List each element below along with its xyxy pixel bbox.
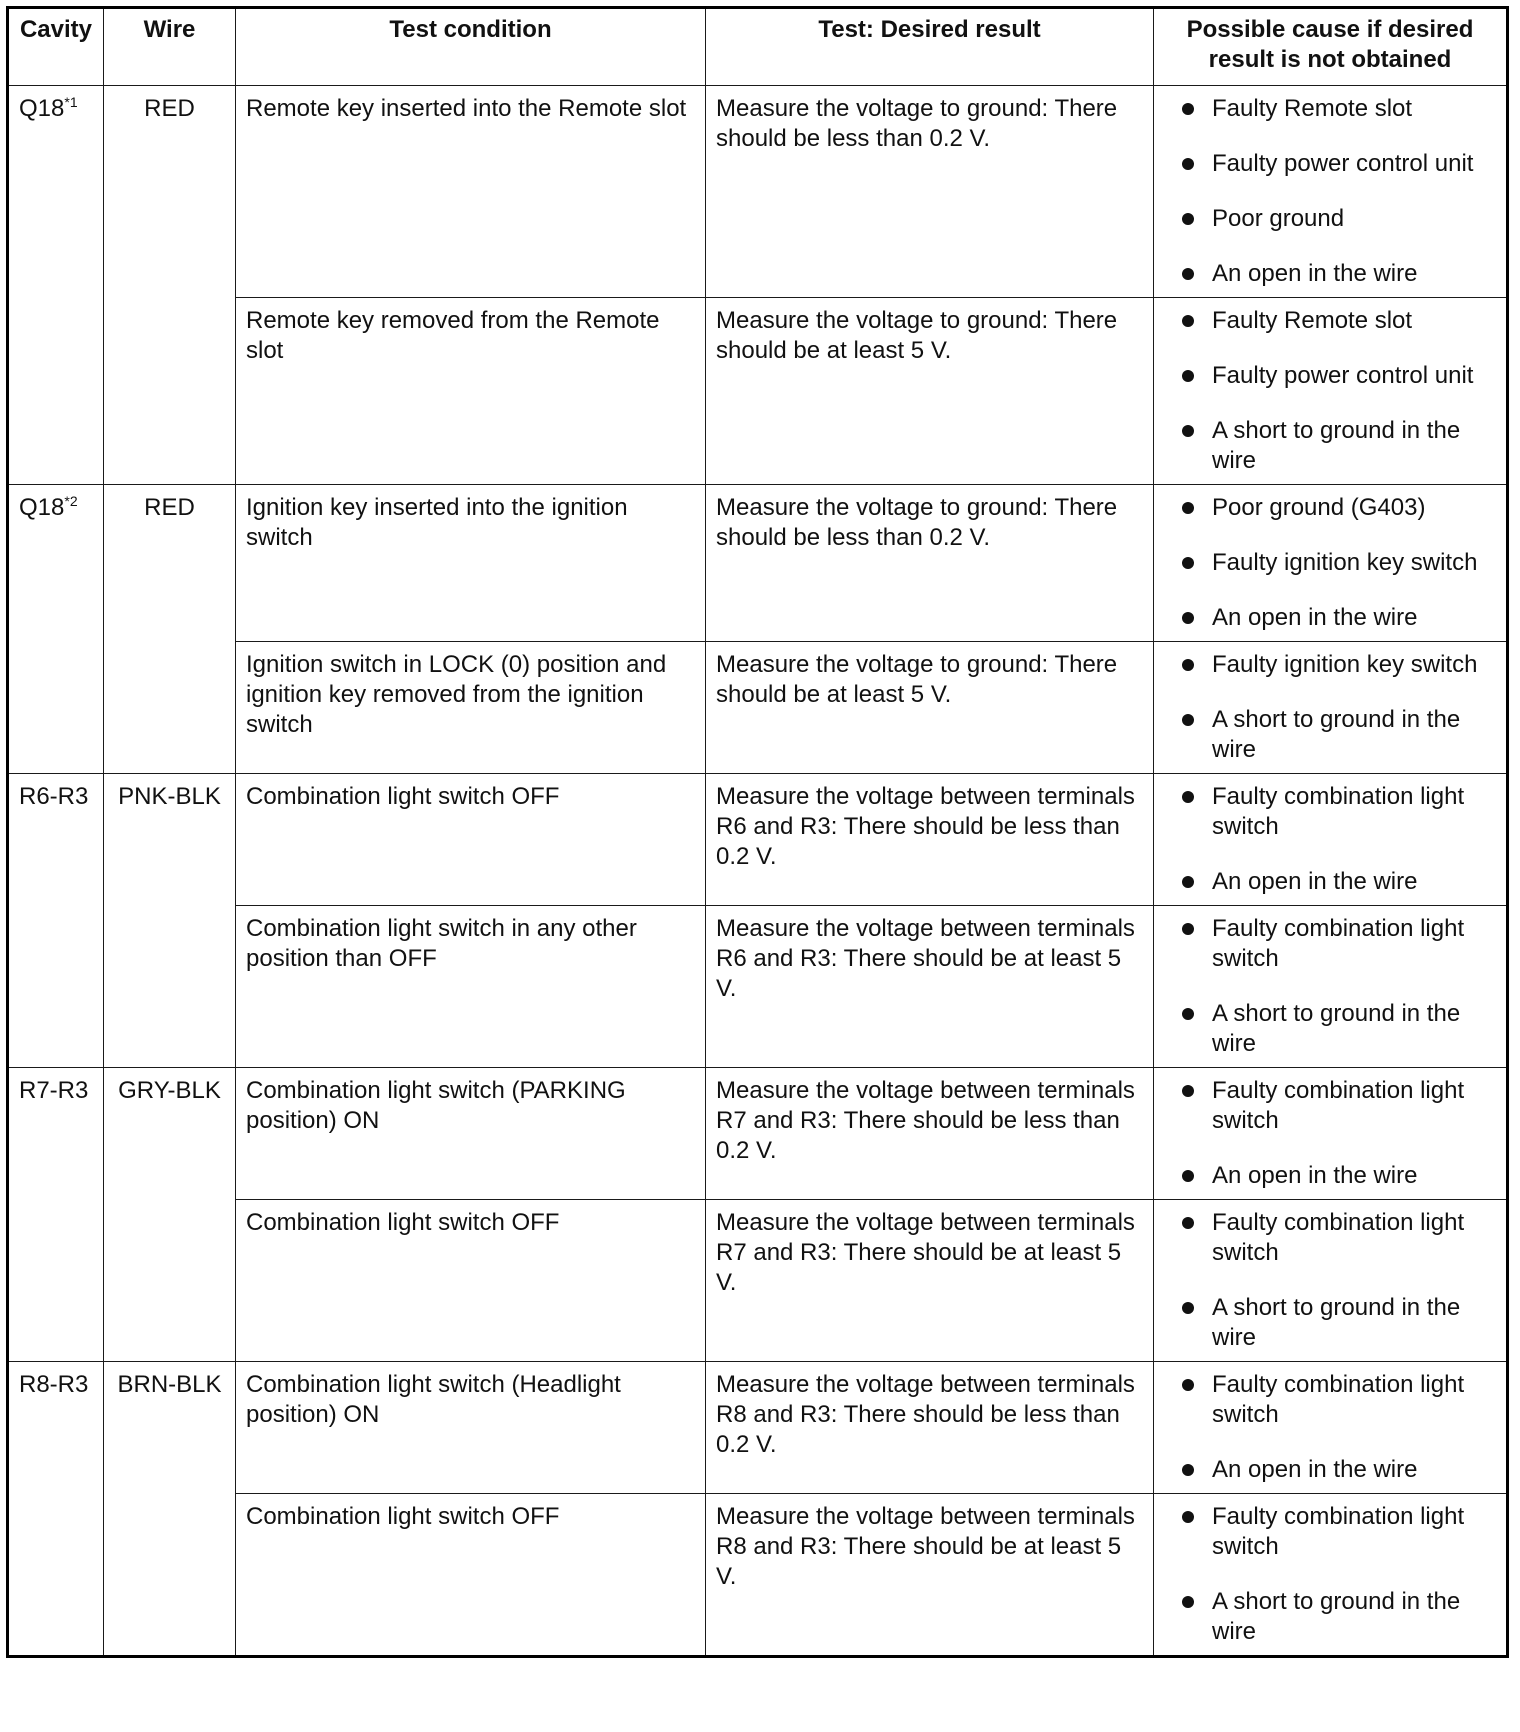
cause-item <box>1172 1370 1502 1430</box>
possible-cause-cell <box>1154 642 1508 774</box>
cause-list <box>1172 1076 1502 1191</box>
bullet-icon <box>1182 1085 1194 1097</box>
cause-item <box>1172 1502 1502 1562</box>
cause-item <box>1172 204 1502 234</box>
possible-cause-cell <box>1154 298 1508 485</box>
cavity-label: R6-R3 <box>19 783 89 810</box>
table-row <box>8 1068 1508 1200</box>
possible-cause-cell <box>1154 774 1508 906</box>
cause-list <box>1172 782 1502 897</box>
test-condition-cell: Combination light switch OFF <box>236 1494 706 1657</box>
desired-result-cell: Measure the voltage to ground: There should be less than 0.2 V. <box>706 86 1154 298</box>
wire-color-cell: BRN-BLK <box>104 1362 236 1657</box>
cavity-label: Q18 <box>19 494 65 521</box>
header-cavity: Cavity <box>8 8 104 86</box>
table-row <box>8 774 1508 906</box>
wire-color-cell: RED <box>104 86 236 485</box>
header-wire: Wire <box>104 8 236 86</box>
header-desired-result: Test: Desired result <box>706 8 1154 86</box>
cause-text: A short to ground in the wire <box>1212 1588 1461 1645</box>
cause-text: Faulty combination light switch <box>1212 1209 1465 1266</box>
test-condition-cell: Remote key inserted into the Remote slot <box>236 86 706 298</box>
cause-item <box>1172 1161 1502 1191</box>
cause-item <box>1172 650 1502 680</box>
desired-result-cell: Measure the voltage between terminals R8 and R3: There should be less than 0.2 V. <box>706 1362 1154 1494</box>
desired-result-cell: Measure the voltage to ground: There should be less than 0.2 V. <box>706 485 1154 642</box>
cavity-label: Q18 <box>19 95 65 122</box>
test-condition-cell: Combination light switch (Headlight position) ON <box>236 1362 706 1494</box>
cause-text: An open in the wire <box>1212 1162 1418 1189</box>
header-test-condition: Test condition <box>236 8 706 86</box>
test-table <box>6 6 1509 1658</box>
cavity-cell <box>8 86 104 485</box>
bullet-icon <box>1182 923 1194 935</box>
cavity-footnote-mark: *1 <box>64 94 78 110</box>
bullet-icon <box>1182 659 1194 671</box>
test-condition-cell: Combination light switch in any other position than OFF <box>236 906 706 1068</box>
bullet-icon <box>1182 791 1194 803</box>
cause-item <box>1172 705 1502 765</box>
cause-text: Faulty combination light switch <box>1212 915 1465 972</box>
bullet-icon <box>1182 1217 1194 1229</box>
header-row <box>8 8 1508 86</box>
table-row <box>8 86 1508 298</box>
desired-result-cell: Measure the voltage between terminals R7 and R3: There should be at least 5 V. <box>706 1200 1154 1362</box>
bullet-icon <box>1182 1596 1194 1608</box>
possible-cause-cell <box>1154 1200 1508 1362</box>
cause-text: Faulty Remote slot <box>1212 307 1413 334</box>
bullet-icon <box>1182 876 1194 888</box>
cause-text: Faulty combination light switch <box>1212 1503 1465 1560</box>
cause-list <box>1172 94 1502 289</box>
cause-text: An open in the wire <box>1212 868 1418 895</box>
table-row <box>8 1362 1508 1494</box>
cause-item <box>1172 1587 1502 1647</box>
possible-cause-cell <box>1154 86 1508 298</box>
cause-item <box>1172 1208 1502 1268</box>
cause-item <box>1172 603 1502 633</box>
desired-result-cell: Measure the voltage to ground: There should be at least 5 V. <box>706 642 1154 774</box>
cause-item <box>1172 94 1502 124</box>
cause-text: A short to ground in the wire <box>1212 706 1461 763</box>
bullet-icon <box>1182 1511 1194 1523</box>
wire-color-cell: RED <box>104 485 236 774</box>
possible-cause-cell <box>1154 1494 1508 1657</box>
bullet-icon <box>1182 502 1194 514</box>
cause-text: Faulty ignition key switch <box>1212 549 1478 576</box>
cause-text: Faulty power control unit <box>1212 362 1474 389</box>
bullet-icon <box>1182 370 1194 382</box>
cause-list <box>1172 914 1502 1059</box>
cause-text: Faulty combination light switch <box>1212 1371 1465 1428</box>
possible-cause-cell <box>1154 485 1508 642</box>
cause-text: Faulty combination light switch <box>1212 1077 1465 1134</box>
cause-list <box>1172 1502 1502 1647</box>
desired-result-cell: Measure the voltage to ground: There should be at least 5 V. <box>706 298 1154 485</box>
test-condition-cell: Combination light switch (PARKING position) ON <box>236 1068 706 1200</box>
cavity-footnote-mark: *2 <box>64 493 78 509</box>
desired-result-cell: Measure the voltage between terminals R8 and R3: There should be at least 5 V. <box>706 1494 1154 1657</box>
cause-list <box>1172 650 1502 765</box>
table-row <box>8 485 1508 642</box>
bullet-icon <box>1182 103 1194 115</box>
cause-item <box>1172 361 1502 391</box>
cause-item <box>1172 782 1502 842</box>
cavity-cell <box>8 485 104 774</box>
bullet-icon <box>1182 1379 1194 1391</box>
cause-item <box>1172 306 1502 336</box>
cause-item <box>1172 1076 1502 1136</box>
cause-item <box>1172 416 1502 476</box>
cause-item <box>1172 1293 1502 1353</box>
test-condition-cell: Ignition switch in LOCK (0) position and ignition key removed from the ignition switch <box>236 642 706 774</box>
cause-list <box>1172 306 1502 476</box>
bullet-icon <box>1182 315 1194 327</box>
header-possible-cause: Possible cause if desired result is not obtained <box>1154 8 1508 86</box>
cause-item <box>1172 999 1502 1059</box>
bullet-icon <box>1182 425 1194 437</box>
cause-text: Faulty power control unit <box>1212 150 1474 177</box>
desired-result-cell: Measure the voltage between terminals R6 and R3: There should be at least 5 V. <box>706 906 1154 1068</box>
cause-text: A short to ground in the wire <box>1212 1000 1461 1057</box>
test-condition-cell: Combination light switch OFF <box>236 1200 706 1362</box>
bullet-icon <box>1182 158 1194 170</box>
cavity-cell <box>8 1068 104 1362</box>
cause-text: An open in the wire <box>1212 260 1418 287</box>
bullet-icon <box>1182 1008 1194 1020</box>
cause-text: A short to ground in the wire <box>1212 1294 1461 1351</box>
cavity-cell <box>8 774 104 1068</box>
cause-text: An open in the wire <box>1212 1456 1418 1483</box>
cause-text: Faulty Remote slot <box>1212 95 1413 122</box>
cause-item <box>1172 867 1502 897</box>
possible-cause-cell <box>1154 906 1508 1068</box>
cause-text: Faulty ignition key switch <box>1212 651 1478 678</box>
bullet-icon <box>1182 1302 1194 1314</box>
desired-result-cell: Measure the voltage between terminals R7 and R3: There should be less than 0.2 V. <box>706 1068 1154 1200</box>
cause-list <box>1172 1208 1502 1353</box>
cause-item <box>1172 1455 1502 1485</box>
cause-item <box>1172 493 1502 523</box>
bullet-icon <box>1182 1170 1194 1182</box>
cause-list <box>1172 493 1502 633</box>
possible-cause-cell <box>1154 1362 1508 1494</box>
cavity-cell <box>8 1362 104 1657</box>
bullet-icon <box>1182 557 1194 569</box>
cause-item <box>1172 914 1502 974</box>
cause-item <box>1172 149 1502 179</box>
bullet-icon <box>1182 612 1194 624</box>
bullet-icon <box>1182 1464 1194 1476</box>
desired-result-cell: Measure the voltage between terminals R6 and R3: There should be less than 0.2 V. <box>706 774 1154 906</box>
cavity-label: R8-R3 <box>19 1371 89 1398</box>
bullet-icon <box>1182 268 1194 280</box>
cause-item <box>1172 548 1502 578</box>
cause-text: A short to ground in the wire <box>1212 417 1461 474</box>
bullet-icon <box>1182 714 1194 726</box>
cause-text: An open in the wire <box>1212 604 1418 631</box>
cause-text: Poor ground <box>1212 205 1345 232</box>
bullet-icon <box>1182 213 1194 225</box>
cause-text: Faulty combination light switch <box>1212 783 1465 840</box>
cause-list <box>1172 1370 1502 1485</box>
wire-color-cell: PNK-BLK <box>104 774 236 1068</box>
wire-color-cell: GRY-BLK <box>104 1068 236 1362</box>
cause-item <box>1172 259 1502 289</box>
possible-cause-cell <box>1154 1068 1508 1200</box>
cavity-label: R7-R3 <box>19 1077 89 1104</box>
cause-text: Poor ground (G403) <box>1212 494 1426 521</box>
test-condition-cell: Remote key removed from the Remote slot <box>236 298 706 485</box>
test-condition-cell: Combination light switch OFF <box>236 774 706 906</box>
test-condition-cell: Ignition key inserted into the ignition switch <box>236 485 706 642</box>
